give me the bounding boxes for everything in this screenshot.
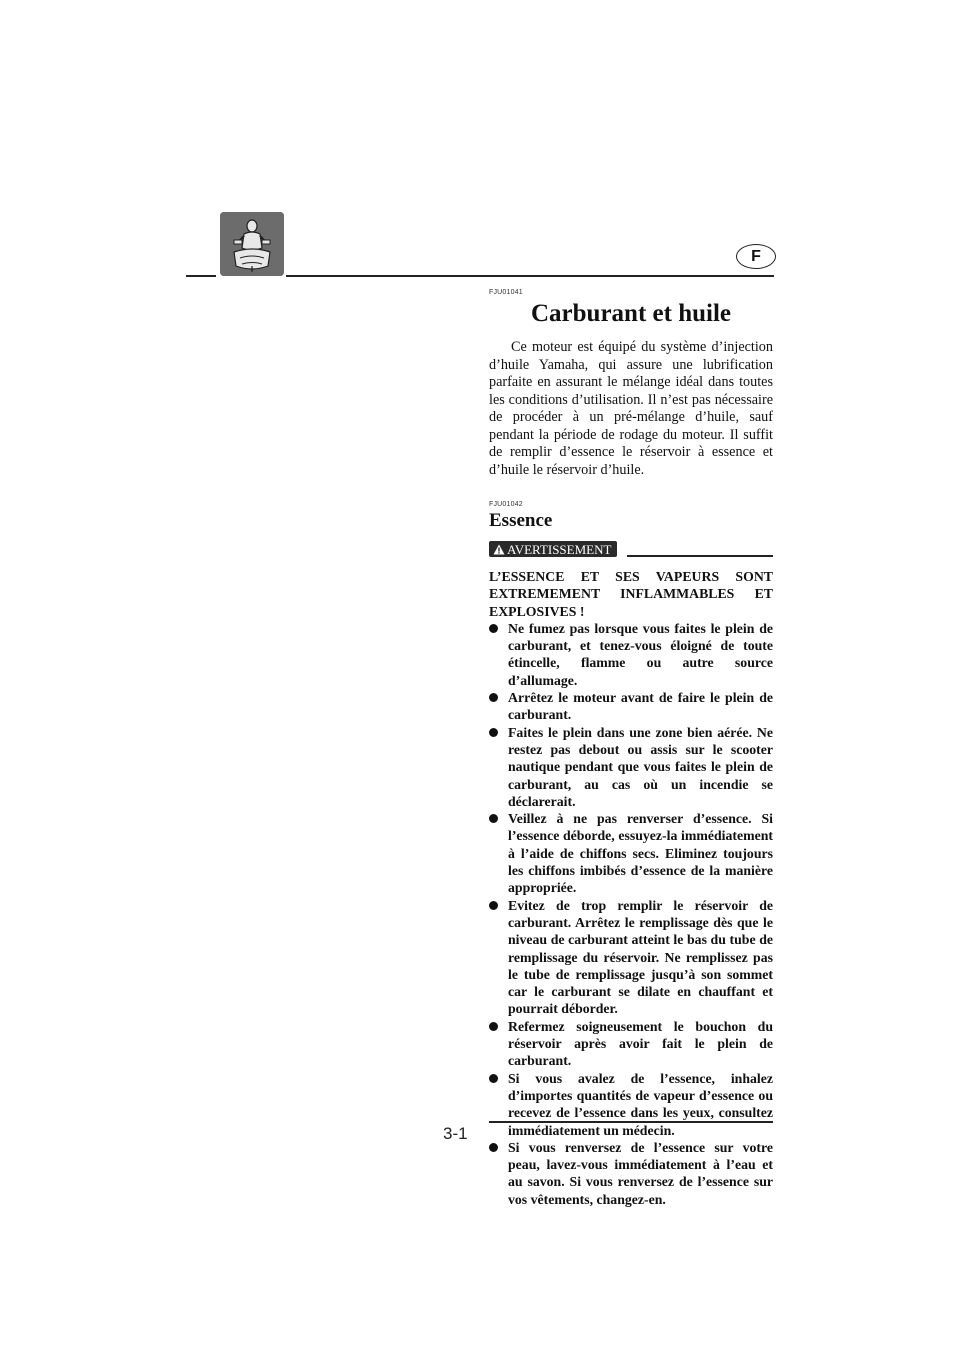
page-title: Carburant et huile (531, 300, 731, 327)
page-number: 3-1 (443, 1124, 468, 1143)
bullet-icon (489, 693, 498, 702)
intro-paragraph: Ce moteur est équipé du système d’injection d’huile Yamaha, qui assure une lubrification parfaite en assurant le mélange idéal dans toutes les conditions d’utilisation. Il n’est pas nécessaire de procéder à un pré-mélange d’huile, sauf pendant la période de rodage du moteur. Il suffit de remplir d’essence le réservoir à essence et d’huile le réservoir d’huile. (489, 339, 773, 478)
page-content (489, 288, 773, 1208)
list-item: Si vous avalez de l’essence, inhalez d’importes quantités de vapeur d’essence ou recevez de l’essence dans les yeux, consultez immédiatement un médecin. (489, 1070, 773, 1139)
warning-label: AVERTISSEMENT (507, 541, 612, 557)
warning-list (489, 620, 773, 1208)
footer-rule (489, 1121, 773, 1123)
warning-header (489, 540, 773, 558)
bullet-icon (489, 814, 498, 823)
bullet-icon (489, 1022, 498, 1031)
bullet-icon (489, 624, 498, 633)
bullet-icon (489, 728, 498, 737)
section-code: FJU01042 (489, 501, 523, 508)
list-item: Arrêtez le moteur avant de faire le plein de carburant. (489, 689, 773, 724)
language-badge: F (736, 244, 776, 269)
watercraft-rider-icon (220, 212, 284, 276)
section-title: Essence (489, 510, 553, 531)
bullet-icon (489, 1074, 498, 1083)
warning-headline: L’ESSENCE ET SES VAPEURS SONT EXTREMEMENT INFLAMMABLES ET EXPLOSIVES ! (489, 569, 773, 619)
list-item: Refermez soigneusement le bouchon du réservoir après avoir fait le plein de carburant. (489, 1018, 773, 1070)
bullet-icon (489, 901, 498, 910)
warning-rule (627, 555, 773, 557)
list-item: Evitez de trop remplir le réservoir de carburant. Arrêtez le remplissage dès que le niveau de carburant atteint le bas du tube de remplissage du réservoir. Ne remplissez pas le tube de remplissage jusqu’à son sommet car le carburant se dilate en chauffant et pourrait déborder. (489, 897, 773, 1018)
list-item: Si vous renversez de l’essence sur votre peau, lavez-vous immédiatement à l’eau et au savon. Si vous renversez de l’essence sur vos vêtements, changez-en. (489, 1139, 773, 1208)
list-item: Faites le plein dans une zone bien aérée. Ne restez pas debout ou assis sur le scooter nautique pendant que vous faites le plein de carburant, au cas où un incendie se déclarerait. (489, 724, 773, 810)
list-item: Ne fumez pas lorsque vous faites le plein de carburant, et tenez-vous éloigné de toute étincelle, flamme ou autre source d’allumage. (489, 620, 773, 689)
section-code: FJU01041 (489, 289, 523, 296)
warning-triangle-icon (493, 544, 505, 555)
bullet-icon (489, 1143, 498, 1152)
header-rule-left (186, 275, 216, 277)
header-rule-right (286, 275, 774, 277)
warning-label-box (489, 541, 617, 557)
list-item: Veillez à ne pas renverser d’essence. Si l’essence déborde, essuyez-la immédiatement à l’aide de chiffons secs. Eliminez toujours les chiffons imbibés d’essence de la manière appropriée. (489, 810, 773, 896)
